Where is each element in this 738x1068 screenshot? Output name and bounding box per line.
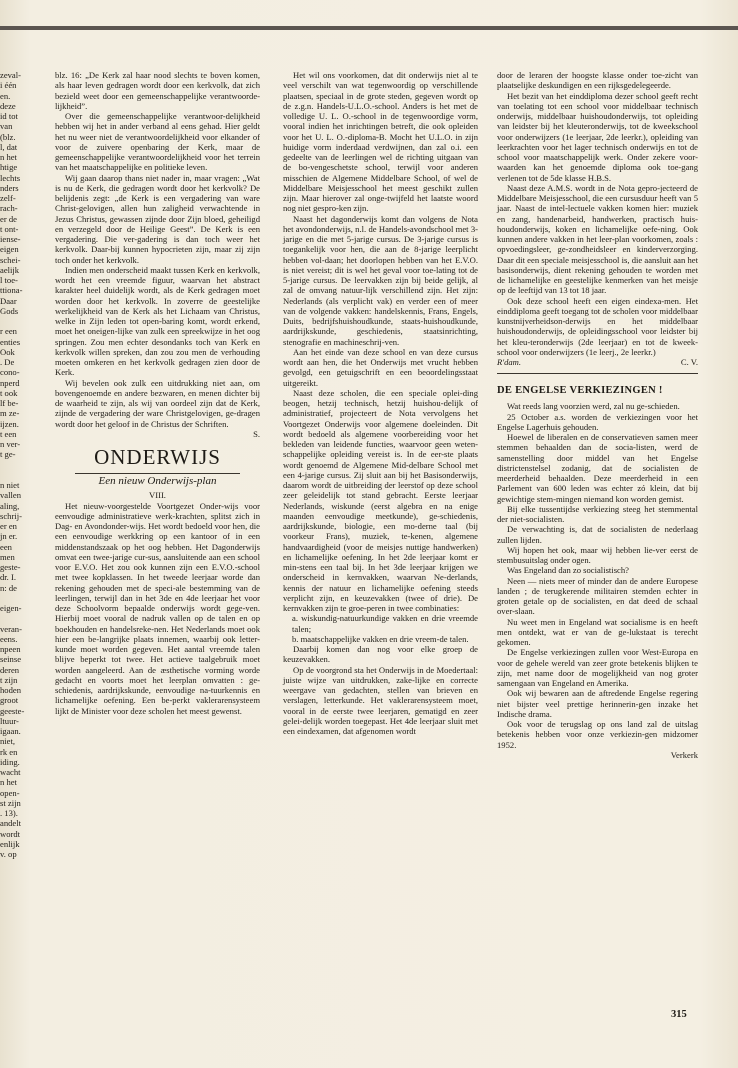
clipped-line: t ont-: [0, 223, 19, 234]
paragraph: Ook deze school heeft een eigen eindexa-men. Het einddiploma geeft toegang tot de scholen voor middelbaar kunstnijverheidson-derwijs en het middelbaar huishoudonderwijs, de opleidingsschool voor leidster bij het kleu-teronderwijs (2de leerjaar) en tot de kweek-school voor onderwijzers (1e leerj., 2e leerkr.): [497, 295, 698, 357]
clipped-line: enties: [0, 336, 21, 347]
clipped-line: l, dat: [0, 141, 18, 152]
clipped-line: geeste-: [0, 705, 25, 716]
clipped-line: iding.: [0, 756, 20, 767]
clipped-line: id tot: [0, 111, 18, 121]
clipped-line: veran-: [0, 623, 22, 634]
paragraph: Ook wij bewaren aan de aftredende Engelse regering niet bijster veel prettige herinnerin-gen inzake het Indische drama.: [497, 688, 698, 719]
paragraph: Op de voorgrond sta het Onderwijs in de Moedertaal: juiste wijze van uitdrukken, zake-lijke en correcte weergave van gedachten, stellen van brieven en verslagen, letterkunde. Het vaklerarensysteem moet, vooral in de eerste twee leerjaren, gematigd en zeer gelei-delijk worden toegepast. Het 4de leerjaar sluit met een eindexamen, dat afgenomen wordt: [283, 664, 478, 736]
clipped-line: r een: [0, 326, 17, 337]
clipped-line: rach-: [0, 203, 18, 214]
column-1: [55, 70, 260, 716]
clipped-line: htige: [0, 162, 18, 173]
clipped-line: t zijn: [0, 674, 18, 685]
paragraph: Het wil ons voorkomen, dat dit onderwijs niet al te veel verschilt van wat tegenwoordig op verschillende plaatsen, speciaal in de grote steden, gegeven wordt op de z.g.n. Handels-U.L.O.-school. Anders is het met de volledige U. L. O.-school in de tegenwoordige vorm, vooral indien het inrichtingen betreft, die ook opleiden voor het U. L. O.-diploma-B. Mocht het U.L.O. in zijn huidige vorm inderdaad verdwijnen, dan zal o.i. een gedeelte van de leerlingen wel de richting uitgaan van de bo-vengeschetste school, terwijl voor anderen misschien de Algemene Middelbare School, of wel de Middelbare Meisjesschool het meest geschikt zullen zijn. Maar hierover zal onge-twijfeld het laatste woord nog niet gespro-ken zijn.: [283, 70, 478, 214]
clipped-line: ijzen.: [0, 418, 19, 429]
clipped-line: [0, 613, 42, 623]
clipped-line: n niet: [0, 480, 20, 490]
clipped-left-column: [0, 70, 42, 859]
signature-row: [497, 357, 698, 367]
clipped-line: . De: [0, 357, 15, 367]
clipped-line: nperd: [0, 377, 20, 388]
clipped-line: geste-: [0, 562, 21, 572]
clipped-line: aling,: [0, 500, 20, 511]
clipped-line: n ver-: [0, 439, 21, 449]
clipped-line: groot: [0, 695, 19, 706]
clipped-line: Ook: [0, 346, 15, 357]
clipped-line: n het: [0, 777, 17, 788]
paragraph: De Engelse verkiezingen zullen voor West-Europa en voor de gehele wereld van zeer grote betekenis blijken te zijn, met name door de mogelijkheid van nog groter samengaan van Engeland en Amerika.: [497, 647, 698, 688]
clipped-line: ltuur-: [0, 715, 19, 726]
clipped-line: n: de: [0, 582, 17, 593]
clipped-line: een: [0, 541, 12, 552]
paragraph: Wij gaan daarop thans niet nader in, maar vragen: „Wat is nu de Kerk, die gedragen wordt door het kerkvolk? De belijdenis zegt: „de Kerk is een vergadering van ware Christ-gelovigen, allen hun zaligheid verwachtende in Jezus Christus, gewassen zijnde door Zijn bloed, geheiligd en verzegeld door de Heilige Geest”. De Kerk is een vergadering. Die ver-gadering is dan toch weer het kerkvolk. Daar-bij kunnen hypocrieten zijn, maar zij zijn toch onder het kerkvolk.: [55, 172, 260, 265]
clipped-line: er de: [0, 213, 17, 224]
clipped-line: [0, 593, 42, 603]
article-title: DE ENGELSE VERKIEZINGEN !: [497, 385, 663, 397]
paragraph: De verwachting is, dat de socialisten de nederlaag zullen lijden.: [497, 524, 698, 545]
clipped-line: t ook: [0, 387, 18, 398]
author-signature: S.: [253, 428, 260, 439]
paragraph: Bij elke tussentijdse verkiezing steeg het stemmental der niet-socialisten.: [497, 503, 698, 524]
clipped-line: deren: [0, 664, 20, 675]
clipped-line: vallen: [0, 490, 21, 501]
clipped-line: lf be-: [0, 398, 19, 408]
clipped-line: lechts: [0, 172, 21, 183]
paragraph: Naast deze A.M.S. wordt in de Nota gepro-jecteerd de Middelbare Meisjesschool, die een cursusduur heeft van 5 jaar. Naast de intel-lectuele vakken komen hier: muziek en zang, handenarbeid, handwerken, practisch huis-houdonderwijs, koken en lichamelijke oefe-ning. Ook kunnen andere vakken in het leer-plan voorkomen, zoals : opvoedingsleer, ge-zondheidsleer en kinderverzorging. Daar dit een speciale meisjesschool is, die aansluit aan het basisonderwijs, dient rekening gehouden te worden met de lichamelijke en geestelijke kenmerken van het meisje op de leeftijd van 13 tot 18 jaar.: [497, 182, 698, 296]
clipped-line: (blz.: [0, 131, 16, 142]
clipped-line: seinse: [0, 654, 22, 665]
article-divider: [497, 373, 698, 374]
clipped-line: deze: [0, 100, 16, 111]
clipped-line: nders: [0, 182, 19, 193]
paragraph: Wij hopen het ook, maar wij hebben lie-ver eerst de stembusuitslag onder ogen.: [497, 544, 698, 565]
clipped-line: enlijk: [0, 838, 20, 849]
clipped-line: wordt: [0, 828, 21, 839]
clipped-line: zelf-: [0, 193, 16, 203]
clipped-line: [0, 470, 42, 480]
clipped-line: andelt: [0, 818, 21, 829]
list-item: a. wiskundig-natuurkundige vakken en drie vreemde talen;: [292, 613, 478, 634]
clipped-line: niet,: [0, 736, 16, 747]
author-initials: C. V.: [680, 357, 698, 367]
clipped-line: l toe-: [0, 275, 18, 285]
clipped-line: n het: [0, 152, 17, 162]
column-2: [283, 70, 478, 736]
clipped-line: . 13).: [0, 808, 18, 818]
paragraph: Indien men onderscheid maakt tussen Kerk en kerkvolk, wordt het een vreemde figuur, waarvan het abstract karakter heel duidelijk wordt, als de Kerk gedragen moet worden door het kerkvolk. In zoverre de geestelijke werkelijkheid van de Kerk als het Lichaam van Christus, welke in Zijn leden tot open-baring komt, wordt erkend, moet het oneigen-lijke van zulk een spreekwijze in het oog springen. Zou men echter desondanks toch van Kerk en kerkvolk willen spreken, dan zou zou men de verhouding moeten omkeren en het kerkvolk gedragen zien door de Kerk.: [55, 264, 260, 378]
paragraph: Wij bevelen ook zulk een uitdrukking niet aan, om bovengenoemde en andere bezwaren, en menen dichter bij de waarheid te zijn, als wij van oordeel zijn dat de Kerk, zijnde de vergadering der ware Christgelovigen, ge-dragen wordt door het geloof in de Christus der Schriften.: [55, 377, 260, 429]
clipped-line: t ge-: [0, 449, 16, 460]
clipped-line: igaan.: [0, 726, 21, 736]
paragraph: Aan het einde van deze school en van deze cursus wordt aan hen, die het Onderwijs met vrucht hebben gevolgd, een getuigschrift en een beoordelingsstaat uitgereikt.: [283, 346, 478, 388]
clipped-line: men: [0, 551, 15, 562]
page-number: 315: [671, 1009, 687, 1020]
clipped-line: rk en: [0, 746, 18, 757]
section-title: ONDERWIJS: [94, 445, 221, 469]
clipped-line: Daar: [0, 295, 17, 306]
clipped-line: m ze-: [0, 408, 20, 419]
paragraph: Hoewel de liberalen en de conservatieven samen meer stemmen behaalden dan de socia-listen, werd de samenstelling door middel van het Engelse districtenstelsel zodanig, dat de socialisten de meerderheid behaalden. Deze meerderheid in een Parlement van 600 leden was echter zó klein, dat bij gewichtige stem-mingen niemand kon worden gemist.: [497, 432, 698, 504]
clipped-line: ttiona-: [0, 285, 23, 296]
paragraph: Naast deze scholen, die een speciale oplei-ding beogen, hetzij technisch, hetzij huishou-delijk of administratief, projecteert de Nota vervolgens het Voortgezet Onderwijs voor algemene doeleinden. Dit wordt bedoeld als algemene voorbereiding voor het bekleden van leidende functies, waarvoor geen weten-schappelijke opleiding vereist is. In de eer-ste plaats wordt genoemd de Algemene Mid-delbare School met een 4-jarige cursus. Zij sluit aan bij het Basisonderwijs, daarom wordt de uitbreiding der leerstof op deze school zeer geleidelijk tot stand gebracht. Eerste leerjaar Nederlands, wiskunde (eerst algebra en na enige maanden eenvoudige meetkunde), ge-schiedenis, aardrijkskunde, biologie, een mo-derne taal (bij voorkeur Frans), muziek, te-kenen, algemene handvaardigheid (voor de meisjes nuttige handwerken) en lichamelijke oefening. In het 2de leerjaar komt er min-stens een taal bij. In het 3de leerjaar krijgen we onderscheid in kernvakken, waarvan Ne-derlands, kennis der natuur en lichamelijke oefening steeds verplicht zijn, en keuzevakken (twee of drie). De kernvakken zijn te groe-peren in twee combinaties:: [283, 387, 478, 613]
clipped-line: van: [0, 121, 13, 132]
paragraph: Het nieuw-voorgestelde Voortgezet Onder-wijs voor eenvoudige administratieve werk-krachten, splitst zich in Dag- en Avondonder-wijs. Het wordt bedoeld voor hen, die een eenvoudige werkkring op een kantoor of in een middenstandszaak op het oog hebben. Het Dagonderwijs omvat een twee-jarige cur-sus, aansluitende aan een school voor E.V.O. Het zou ook kunnen zijn een E.V.O.-school met twee kopklassen. In het tweede leerjaar worde dan rekening gehouden met de speci-ale bestemming van de leerlingen, terwijl dan in het 3de en 4de leerjaar het voor deze Schoolvorm bepaalde onderwijs wordt gege-ven. Hierbij moet vooral de nadruk vallen op de talen en op boekhouden en handelsreke-nen. Het Nederlands moet ook hier een be-langrijke plaats innemen, waarbij ook letter-kunde moet worden gegeven. Het aantal vreemde talen blijve beperkt tot twee. Het actieve taalgebruik moet worden aangeleerd. Aan de æsthetische vorming worde gedacht en voorts moet het leerplan omvatten : ge-schiedenis, aardrijkskunde, eenvoudige na-tuurkennis en lichamelijke oefening. Een be-perkt vaklerarensysteem lijkt de Minister voor deze scholen het meest gewenst.: [55, 500, 260, 716]
clipped-line: st zijn: [0, 797, 21, 808]
clipped-line: npeen: [0, 644, 21, 654]
author-signature: Verkerk: [670, 749, 698, 760]
place-name: R'dam.: [497, 357, 522, 367]
clipped-line: dr. I.: [0, 572, 16, 583]
list-item: b. maatschappelijke vakken en drie vreem-de talen.: [292, 633, 469, 644]
paragraph: Nu weet men in Engeland wat socialisme is en heeft men ontdekt, wat er van de ge-lukstaat is terecht gekomen.: [497, 616, 698, 647]
clipped-line: open-: [0, 787, 20, 798]
article-subtitle: Een nieuw Onderwijs-plan: [98, 475, 217, 487]
clipped-line: Gods: [0, 305, 19, 316]
clipped-line: cono-: [0, 367, 20, 378]
paragraph: 25 October a.s. worden de verkiezingen voor het Engelse Lagerhuis gehouden.: [497, 411, 698, 432]
clipped-line: schei-: [0, 254, 21, 265]
clipped-line: jn er.: [0, 531, 18, 542]
clipped-line: [0, 316, 42, 326]
clipped-line: iense-: [0, 234, 21, 244]
clipped-line: hoden: [0, 685, 22, 695]
clipped-line: schrij-: [0, 510, 22, 521]
paragraph: Daarbij komen dan nog voor elke groep de keuzevakken.: [283, 644, 478, 665]
clipped-line: zeval-: [0, 70, 21, 80]
clipped-line: [0, 460, 42, 470]
page-top-edge: [0, 26, 738, 30]
clipped-line: eigen: [0, 244, 19, 255]
clipped-line: t een: [0, 428, 17, 439]
column-3: [497, 70, 698, 760]
paragraph: Ook voor de terugslag op ons land zal de uitslag betekenis hebben voor onze verkiezin-gen midzomer 1952.: [497, 719, 698, 750]
paragraph: Neen — niets meer of minder dan de andere Europese landen ; de terugkerende militairen stemden echter in groten getale op de socialisten, en dat deed de schaal over-slaan.: [497, 575, 698, 617]
clipped-line: wacht: [0, 767, 21, 777]
clipped-line: er en: [0, 521, 17, 531]
clipped-line: v. op: [0, 849, 17, 859]
clipped-line: en.: [0, 90, 11, 101]
clipped-line: eigen-: [0, 603, 22, 613]
paragraph: Wat reeds lang voorzien werd, zal nu ge-schieden.: [507, 401, 680, 412]
paragraph: door de leraren der hoogste klasse onder toe-zicht van plaatselijke deskundigen en een rijksgedelegeerde.: [497, 70, 698, 91]
installment-numeral: VIII.: [149, 490, 166, 501]
paragraph: blz. 16: „De Kerk zal haar nood slechts te boven komen, als haar leven gedragen wordt door een kerkvolk, dat zich bezield weet door een gemeenschappelijke verantwoorde-lijkheid”.: [55, 70, 260, 111]
clipped-line: eens.: [0, 633, 18, 644]
paragraph: Naast het dagonderwijs komt dan volgens de Nota het avondonderwijs, n.l. de Handels-avondschool met 3-jarige en die met 5-jarige cursus. De 3-jarige cursus is toegankelijk voor hen, die aan de 8-jarige leerplicht hebben vol-daan; het doorlopen hebben van het E.V.O. is niet vereist; dit is wel het geval voor toe-lating tot de 5-jarige cursus. De leervakken zijn bij beide gelijk, al zal de omvang natuur-lijk verschillend zijn. Het zijn: Nederlands (als verplicht vak) en verder een of meer van de volgende vakken: handelskennis, Frans, Engels, Duits, bedrijfshuishoudkunde, staats-huishoudkunde, aardrijkskunde, geschiedenis, staatsinrichting, stenografie en machineschrij-ven.: [283, 213, 478, 347]
paragraph: Was Engeland dan zo socialistisch?: [507, 565, 629, 576]
clipped-line: i één: [0, 80, 17, 91]
paragraph: Over die gemeenschappelijke verantwoor-delijkheid hebben wij het in ander verband al eens gehad. Hier geldt het nu weer niet de verantwoordelijkheid voor elkander of voor de zuivere openbaring der Kerk, maar de gemeenschappelijke verantwoordelijkheid voor het terrein van het maatschappelijke en politieke leven.: [55, 111, 260, 173]
section-divider: [75, 473, 240, 474]
clipped-line: aelijk: [0, 264, 20, 275]
paragraph: Het bezit van het einddiploma dezer school geeft recht van toelating tot een school voor middelbaar technisch onderwijs, middelbaar huishoudonderwijs, tot opleiding van leidster bij het kleuteronderwijs, tot de kweekschool voor onderwijzers (1e leerjaar, 2de leerkr.), opleiding van leerkrachten voor het lager technisch onderwijs en tot de school voor maatschappelijk werk. Onder zekere voor-waarden kan het genoemde diploma ook toe-gang verlenen tot de 5de klasse H.B.S.: [497, 90, 698, 183]
